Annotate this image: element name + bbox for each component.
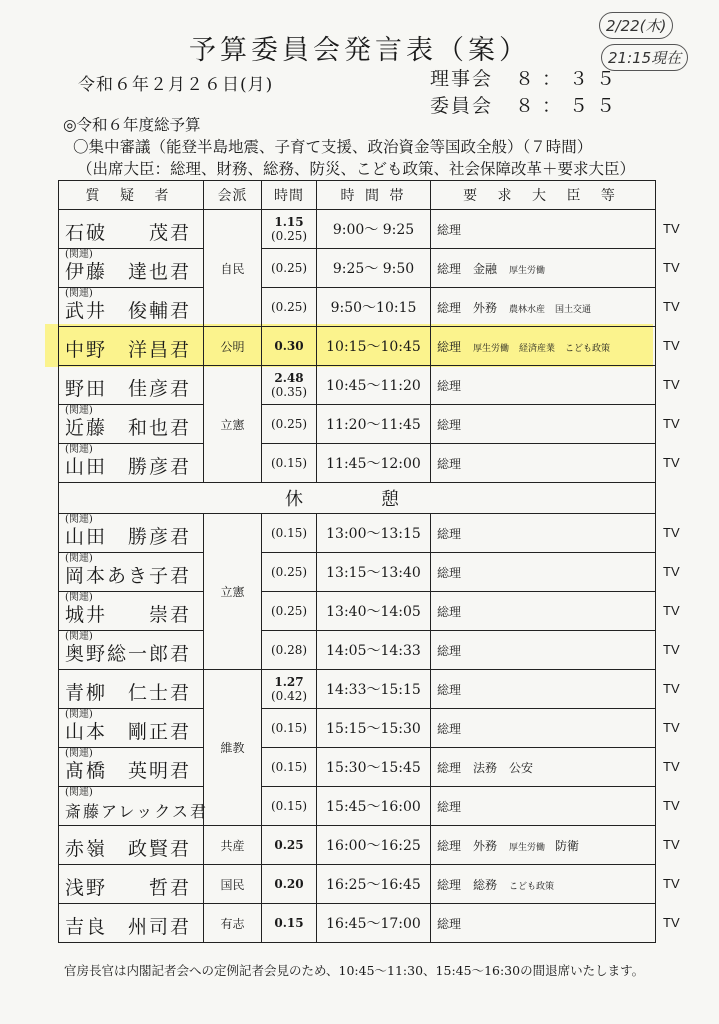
page-title: 予算委員会発言表（案）: [189, 35, 530, 66]
header-name: 質 疑 者: [59, 181, 204, 210]
table-row: [59, 592, 656, 631]
tv-mark: TV: [663, 298, 680, 314]
minister: 外務: [473, 838, 498, 853]
table-row: [59, 405, 656, 444]
time-slot: 10:15～10:45: [317, 327, 431, 366]
minutes-cell: [262, 826, 317, 865]
table-row: [59, 631, 656, 670]
questioner-name: 山田 勝彦君: [65, 526, 192, 548]
minister-small: 経済産業: [519, 343, 556, 354]
time-slot: 15:45～16:00: [317, 787, 431, 826]
minister: 法務: [473, 760, 498, 775]
minister-small: こども政策: [565, 343, 611, 354]
table-row: [59, 787, 656, 826]
questioner-name: 山田 勝彦君: [65, 456, 192, 478]
questioner-cell: [59, 592, 204, 631]
table-row: [59, 748, 656, 787]
minutes-value: 0.15: [274, 916, 304, 930]
minutes-cell: [262, 514, 317, 553]
break-row: [59, 483, 656, 514]
questioner-name: 青柳 仁士君: [65, 682, 192, 704]
minister-small: 農林水産: [509, 304, 546, 315]
tv-mark: TV: [663, 376, 680, 392]
questioner-cell: [59, 670, 204, 709]
questioner-name: 浅野 哲君: [65, 877, 192, 899]
minister: 総理: [437, 877, 462, 892]
schedule-table: [58, 180, 656, 943]
minutes-value: (0.25): [270, 604, 308, 618]
ministers-line: （出席大臣：総理、財務、総務、防災、こども政策、社会保障改革＋要求大臣）: [77, 160, 636, 178]
party-cell: 立憲: [204, 514, 262, 670]
time-slot: 15:15～15:30: [317, 709, 431, 748]
required-ministers: [431, 748, 656, 787]
questioner-name: 伊藤 達也君: [65, 261, 192, 283]
minutes-total: 1.27: [274, 675, 304, 689]
required-ministers: [431, 592, 656, 631]
required-ministers: [431, 631, 656, 670]
minutes-cell: [262, 904, 317, 943]
minutes-cell: [262, 210, 317, 249]
required-ministers: [431, 865, 656, 904]
related-tag: (関連): [65, 709, 93, 720]
minutes-cell: [262, 670, 317, 709]
questioner-cell: [59, 748, 204, 787]
minutes-value: (0.15): [270, 799, 308, 813]
time-slot: 14:33～15:15: [317, 670, 431, 709]
minutes-total: 2.48: [274, 371, 304, 385]
minutes-value: 0.30: [274, 339, 304, 353]
minister: 総理: [437, 838, 462, 853]
minutes-value: (0.42): [270, 689, 308, 703]
minister: 総理: [437, 760, 462, 775]
questioner-name: 奥野総一郎君: [65, 643, 192, 665]
table-row: [59, 366, 656, 405]
table-row: [59, 288, 656, 327]
footnote: 官房長官は内閣記者会への定例記者会見のため、10:45～11:30、15:45～16:30の間退席いたします。: [64, 963, 645, 978]
time-slot: 13:00～13:15: [317, 514, 431, 553]
minutes-value: (0.25): [270, 261, 308, 275]
tv-mark: TV: [663, 914, 680, 930]
time-slot: 14:05～14:33: [317, 631, 431, 670]
table-row: [59, 553, 656, 592]
board-meeting-time: 理事会 ８：３５: [430, 68, 624, 90]
minutes-value: 0.20: [274, 877, 304, 891]
minister: 総理: [437, 339, 462, 354]
session-line: 〇集中審議（能登半島地震、子育て支援、政治資金等国政全般）（７時間）: [73, 138, 593, 156]
minister: 総理: [437, 916, 462, 931]
time-slot: 16:45～17:00: [317, 904, 431, 943]
questioner-cell: [59, 405, 204, 444]
minister: 総理: [437, 417, 462, 432]
minutes-cell: [262, 366, 317, 405]
budget-line: ◎令和６年度総予算: [63, 116, 201, 134]
minister-small: 厚生労働: [473, 343, 510, 354]
minister-small: こども政策: [509, 881, 555, 892]
minister: 総理: [437, 222, 462, 237]
minutes-cell: [262, 709, 317, 748]
required-ministers: [431, 553, 656, 592]
minister-small: 厚生労働: [509, 842, 546, 853]
party-cell: 共産: [204, 826, 262, 865]
questioner-cell: [59, 514, 204, 553]
tv-mark: TV: [663, 220, 680, 236]
tv-mark: TV: [663, 758, 680, 774]
required-ministers: [431, 709, 656, 748]
minutes-cell: [262, 405, 317, 444]
questioner-name: 石破 茂君: [65, 222, 192, 244]
questioner-name: 近藤 和也君: [65, 417, 192, 439]
committee-time: 委員会 ８：５５: [430, 95, 624, 117]
questioner-cell: [59, 210, 204, 249]
handwritten-time: 21:15現在: [601, 44, 688, 71]
handwritten-date: 2/22(木): [599, 12, 673, 39]
required-ministers: [431, 787, 656, 826]
minister: 総理: [437, 456, 462, 471]
questioner-name: 赤嶺 政賢君: [65, 838, 192, 860]
minutes-cell: [262, 748, 317, 787]
table-row: [59, 210, 656, 249]
questioner-cell: [59, 288, 204, 327]
time-slot: 9:25～ 9:50: [317, 249, 431, 288]
header-minutes: 時間: [262, 181, 317, 210]
minister: 金融: [473, 261, 498, 276]
minister: 防衛: [555, 838, 580, 853]
minutes-value: (0.25): [270, 229, 308, 243]
tv-mark: TV: [663, 797, 680, 813]
questioner-name: 斎藤アレックス君: [65, 802, 209, 821]
related-tag: (関連): [65, 748, 93, 759]
session-intro: [63, 114, 635, 180]
minister: 総理: [437, 300, 462, 315]
party-cell: 立憲: [204, 366, 262, 483]
minutes-value: (0.15): [270, 526, 308, 540]
questioner-cell: [59, 904, 204, 943]
minutes-cell: [262, 592, 317, 631]
questioner-name: 山本 剛正君: [65, 721, 192, 743]
questioner-cell: [59, 787, 209, 826]
questioner-name: 城井 崇君: [65, 604, 192, 626]
minutes-value: (0.28): [270, 643, 308, 657]
session-date: 令和６年２月２６日(月): [78, 75, 274, 95]
table-header: [59, 181, 656, 210]
minister: 総理: [437, 261, 462, 276]
minutes-value: (0.25): [270, 417, 308, 431]
required-ministers: [431, 405, 656, 444]
required-ministers: [431, 327, 656, 366]
questioner-cell: [59, 631, 204, 670]
questioner-name: 岡本あき子君: [65, 565, 192, 587]
questioner-cell: [59, 444, 204, 483]
minister-small: 国土交通: [555, 304, 592, 315]
time-slot: 16:25～16:45: [317, 865, 431, 904]
tv-mark: TV: [663, 259, 680, 275]
table-row: [59, 249, 656, 288]
minister: 総理: [437, 604, 462, 619]
questioner-cell: [59, 553, 204, 592]
questioner-cell: [59, 865, 204, 904]
questioner-cell: [59, 366, 204, 405]
minutes-value: (0.15): [270, 760, 308, 774]
table-row: [59, 865, 656, 904]
required-ministers: [431, 288, 656, 327]
minutes-cell: [262, 327, 317, 366]
minutes-value: (0.25): [270, 300, 308, 314]
related-tag: (関連): [65, 592, 93, 603]
tv-mark: TV: [663, 524, 680, 540]
handwritten-note: [595, 6, 691, 72]
required-ministers: [431, 826, 656, 865]
minutes-value: (0.15): [270, 456, 308, 470]
questioner-name: 野田 佳彦君: [65, 378, 192, 400]
minutes-cell: [262, 249, 317, 288]
questioner-name: 吉良 州司君: [65, 916, 192, 938]
related-tag: (関連): [65, 553, 93, 564]
minutes-total: 1.15: [274, 215, 304, 229]
minister-small: 厚生労働: [509, 265, 546, 276]
related-tag: (関連): [65, 787, 93, 798]
minutes-value: (0.25): [270, 565, 308, 579]
minutes-cell: [262, 631, 317, 670]
minister: 総理: [437, 721, 462, 736]
break-label: 休 憩: [59, 483, 656, 514]
start-times: [430, 66, 623, 120]
table-row: [59, 327, 656, 366]
tv-mark: TV: [663, 415, 680, 431]
required-ministers: [431, 210, 656, 249]
table-row: [59, 826, 656, 865]
time-slot: 10:45～11:20: [317, 366, 431, 405]
minutes-value: (0.15): [270, 721, 308, 735]
minister: 総理: [437, 799, 462, 814]
table-row: [59, 670, 656, 709]
minutes-value: 0.25: [274, 838, 304, 852]
questioner-name: 武井 俊輔君: [65, 300, 192, 322]
minister: 総理: [437, 378, 462, 393]
tv-mark: TV: [663, 680, 680, 696]
related-tag: (関連): [65, 249, 93, 260]
time-slot: 13:40～14:05: [317, 592, 431, 631]
party-cell: 国民: [204, 865, 262, 904]
required-ministers: [431, 366, 656, 405]
questioner-cell: [59, 709, 204, 748]
tv-mark: TV: [663, 641, 680, 657]
questioner-cell: [59, 826, 204, 865]
tv-mark: TV: [663, 602, 680, 618]
related-tag: (関連): [65, 405, 93, 416]
header-req: 要 求 大 臣 等: [431, 181, 656, 210]
tv-mark: TV: [663, 719, 680, 735]
required-ministers: [431, 904, 656, 943]
table-row: [59, 904, 656, 943]
tv-mark: TV: [663, 454, 680, 470]
questioner-name: 髙橋 英明君: [65, 760, 192, 782]
related-tag: (関連): [65, 444, 93, 455]
related-tag: (関連): [65, 514, 93, 525]
minister: 外務: [473, 300, 498, 315]
time-slot: 11:20～11:45: [317, 405, 431, 444]
tv-mark: TV: [663, 337, 680, 353]
tv-mark: TV: [663, 836, 680, 852]
minister: 総理: [437, 682, 462, 697]
questioner-cell: [59, 327, 204, 366]
minister: 総務: [473, 877, 498, 892]
related-tag: (関連): [65, 631, 93, 642]
party-cell: 自民: [204, 210, 262, 327]
minutes-cell: [262, 865, 317, 904]
party-cell: 維教: [204, 670, 262, 826]
table-row: [59, 709, 656, 748]
required-ministers: [431, 444, 656, 483]
header-slot: 時 間 帯: [317, 181, 431, 210]
questioner-name: 中野 洋昌君: [65, 339, 192, 361]
minister: 公安: [509, 760, 534, 775]
header-party: 会派: [204, 181, 262, 210]
time-slot: 11:45～12:00: [317, 444, 431, 483]
questioner-cell: [59, 249, 204, 288]
required-ministers: [431, 249, 656, 288]
party-cell: 有志: [204, 904, 262, 943]
minutes-cell: [262, 787, 317, 826]
minutes-cell: [262, 288, 317, 327]
required-ministers: [431, 514, 656, 553]
time-slot: 13:15～13:40: [317, 553, 431, 592]
minister: 総理: [437, 565, 462, 580]
time-slot: 9:50～10:15: [317, 288, 431, 327]
party-cell: 公明: [204, 327, 262, 366]
tv-mark: TV: [663, 875, 680, 891]
minutes-cell: [262, 444, 317, 483]
table-row: [59, 444, 656, 483]
tv-mark: TV: [663, 563, 680, 579]
time-slot: 9:00～ 9:25: [317, 210, 431, 249]
time-slot: 16:00～16:25: [317, 826, 431, 865]
minutes-cell: [262, 553, 317, 592]
minister: 総理: [437, 526, 462, 541]
minister: 総理: [437, 643, 462, 658]
related-tag: (関連): [65, 288, 93, 299]
required-ministers: [431, 670, 656, 709]
minutes-value: (0.35): [270, 385, 308, 399]
table-row: [59, 514, 656, 553]
time-slot: 15:30～15:45: [317, 748, 431, 787]
